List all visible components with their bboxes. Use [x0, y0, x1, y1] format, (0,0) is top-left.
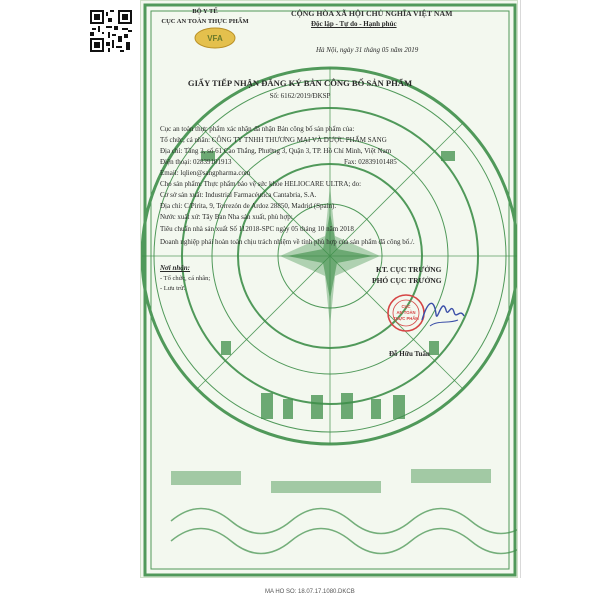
body-line: Tổ chức, cá nhân: CÔNG TY TNHH THƯƠNG MẠI VÀ DƯỢC PHẨM SANG: [160, 136, 387, 144]
body-line: Cho sản phẩm: Thực phẩm bảo vệ sức khỏe HELIOCARE ULTRA; do:: [160, 180, 362, 188]
ministry-name: BỘ Y TẾ: [192, 8, 218, 15]
svg-text:AN TOÀN: AN TOÀN: [396, 310, 416, 315]
country-name: CỘNG HÒA XÃ HỘI CHỦ NGHĨA VIỆT NAM: [291, 9, 453, 18]
qr-code: [90, 10, 132, 52]
svg-text:VFA: VFA: [207, 34, 223, 43]
body-line: Cục an toàn thực phẩm xác nhận đã nhận Bản công bố sản phẩm của:: [160, 125, 355, 133]
signatory-title: KT. CỤC TRƯỞNG: [376, 265, 442, 274]
handwritten-signature: [418, 290, 468, 332]
national-motto: Độc lập - Tự do - Hạnh phúc: [311, 20, 397, 28]
svg-text:THỰC PHẨM: THỰC PHẨM: [393, 316, 419, 321]
svg-text:CỤC: CỤC: [401, 304, 411, 309]
dossier-code: MA HO SO: 18.07.17.1080.DKCB: [265, 589, 355, 595]
recipients-heading: Nơi nhận:: [160, 264, 191, 272]
document-title: GIẤY TIẾP NHẬN ĐĂNG KÝ BẢN CÔNG BỐ SẢN PHẨM: [187, 78, 413, 88]
recipient-item: - Tổ chức, cá nhân;: [160, 275, 211, 282]
signatory-name: Đỗ Hữu Tuấn: [389, 350, 430, 358]
signatory-subtitle: PHÓ CỤC TRƯỞNG: [372, 276, 442, 285]
body-line: Địa chỉ: C/Pirita, 9, Torrezón de Ardoz 28850, Madrid (Spain).: [160, 202, 337, 210]
body-line: Tiêu chuẩn nhà sản xuất Số 112018-SPC ngày 05 tháng 10 năm 2018: [160, 225, 354, 233]
body-line: Nước xuất xứ: Tây Ban Nha sản xuất, phù hợp:: [160, 213, 293, 221]
agency-logo: [194, 27, 236, 49]
agency-name: CỤC AN TOÀN THỰC PHẨM: [161, 18, 249, 25]
recipient-item: - Lưu trữ.: [160, 285, 186, 292]
body-line: Doanh nghiệp phải hoàn toàn chịu trách nhiệm về tính phù hợp của sản phẩm đã công bố./.: [160, 238, 415, 246]
document-number: Số: 6162/2019/ĐKSP: [269, 92, 331, 100]
body-line: Cơ sở sản xuất: Industrial Farmacéutica Cantabria, S.A.: [160, 191, 317, 199]
body-line: Địa chỉ: Tầng 3, số 61 Cao Thắng, Phường 3, Quận 3, TP. Hồ Chí Minh, Việt Nam: [160, 147, 392, 155]
fax-number: Fax: 02839101485: [344, 158, 397, 166]
body-line: Email: lqlien@sangpharma.com: [160, 169, 251, 177]
qr-code-graphic: [90, 10, 132, 52]
phone-number: Điện thoại: 02839101913: [160, 158, 232, 166]
issue-date: Hà Nội, ngày 31 tháng 05 năm 2019: [316, 46, 419, 54]
